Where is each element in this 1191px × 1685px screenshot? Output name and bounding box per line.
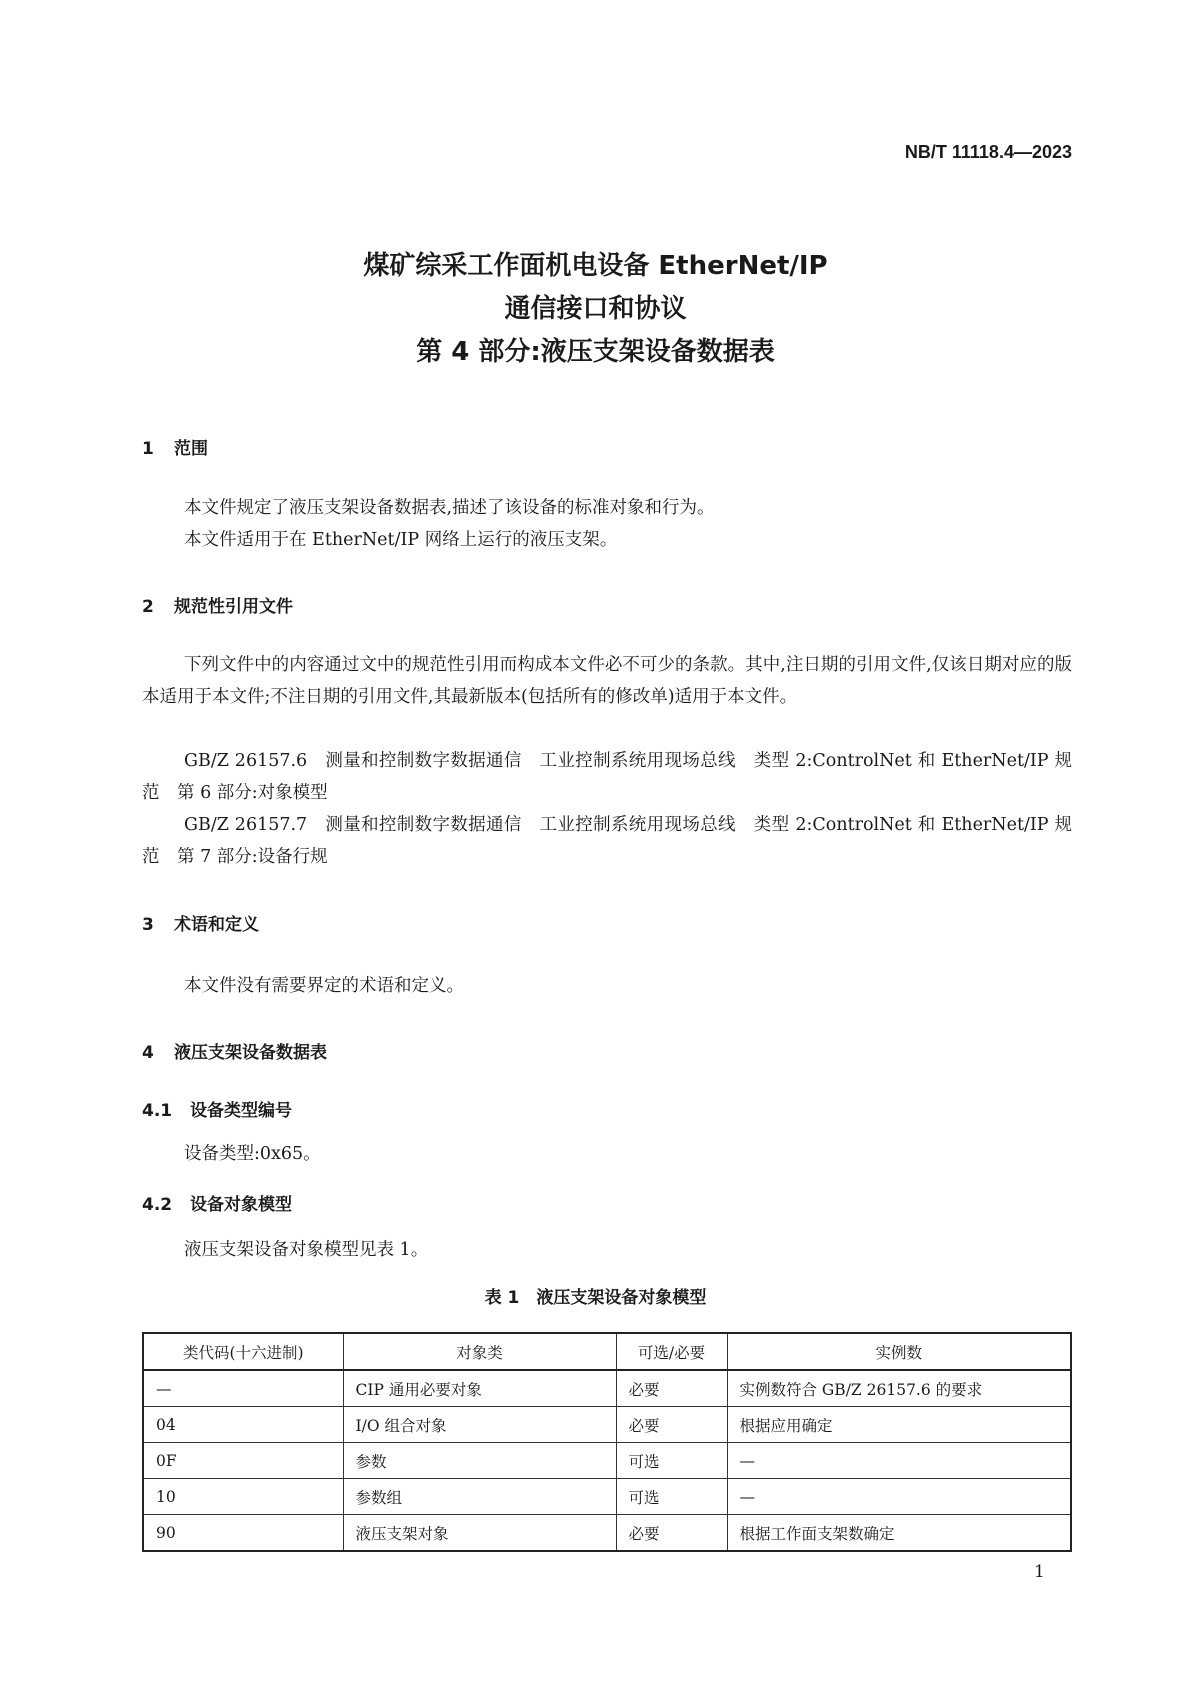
cell: 10: [143, 1479, 343, 1515]
cell: 根据应用确定: [727, 1407, 1071, 1443]
cell: 液压支架对象: [343, 1515, 616, 1552]
section-3-heading: [142, 910, 259, 935]
table-row: [143, 1370, 1071, 1407]
cell: I/O 组合对象: [343, 1407, 616, 1443]
column-header: 类代码(十六进制): [143, 1333, 343, 1370]
table-caption: 表 1 液压支架设备对象模型: [484, 1288, 707, 1308]
title-line-3: 第 4 部分:液压支架设备数据表: [416, 337, 775, 367]
paragraph: 本文件适用于在 EtherNet/IP 网络上运行的液压支架。: [184, 530, 618, 550]
section-number: 2: [142, 597, 154, 617]
paragraph: 液压支架设备对象模型见表 1。: [184, 1240, 429, 1260]
table-header-row: [143, 1333, 1071, 1370]
section-number: 1: [142, 439, 154, 459]
cell: 04: [143, 1407, 343, 1443]
section-title: 液压支架设备数据表: [174, 1043, 327, 1063]
reference-1: GB/Z 26157.6 测量和控制数字数据通信 工业控制系统用现场总线 类型 2:ControlNet 和 EtherNet/IP 规范 第 6 部分:对象模型: [142, 751, 1072, 803]
cell: 可选: [616, 1443, 727, 1479]
cell: 必要: [616, 1515, 727, 1552]
column-header: 对象类: [343, 1333, 616, 1370]
cell: —: [727, 1479, 1071, 1515]
title-line-1: 煤矿综采工作面机电设备 EtherNet/IP: [363, 251, 828, 281]
section-title: 规范性引用文件: [174, 597, 293, 617]
section-number: 3: [142, 915, 154, 935]
section-4-2-heading: [142, 1190, 292, 1215]
cell: 必要: [616, 1370, 727, 1407]
section-4-1-heading: [142, 1096, 292, 1121]
section-2-heading: [142, 592, 293, 617]
section-title: 范围: [174, 439, 208, 459]
cell: 必要: [616, 1407, 727, 1443]
table-row: [143, 1443, 1071, 1479]
paragraph: 本文件没有需要界定的术语和定义。: [184, 976, 464, 996]
section-number: 4: [142, 1043, 154, 1063]
title-line-2: 通信接口和协议: [504, 294, 687, 324]
column-header: 实例数: [727, 1333, 1071, 1370]
reference-2: GB/Z 26157.7 测量和控制数字数据通信 工业控制系统用现场总线 类型 2:ControlNet 和 EtherNet/IP 规范 第 7 部分:设备行规: [142, 815, 1072, 867]
section-title: 设备类型编号: [190, 1101, 292, 1121]
table-row: [143, 1407, 1071, 1443]
section-title: 设备对象模型: [190, 1195, 292, 1215]
section-number: 4.1: [142, 1101, 173, 1121]
section-4-heading: [142, 1038, 327, 1063]
cell: 参数: [343, 1443, 616, 1479]
section-1-heading: [142, 434, 208, 459]
paragraph: 设备类型:0x65。: [184, 1144, 321, 1164]
table-row: [143, 1515, 1071, 1552]
section-title: 术语和定义: [174, 915, 259, 935]
page-number: 1: [1034, 1562, 1045, 1582]
cell: 参数组: [343, 1479, 616, 1515]
section-number: 4.2: [142, 1195, 173, 1215]
cell: —: [143, 1370, 343, 1407]
paragraph: 本文件规定了液压支架设备数据表,描述了该设备的标准对象和行为。: [184, 498, 715, 518]
paragraph: 下列文件中的内容通过文中的规范性引用而构成本文件必不可少的条款。其中,注日期的引用文件,仅该日期对应的版本适用于本文件;不注日期的引用文件,其最新版本(包括所有的修改单)适用于本文件。: [142, 655, 1072, 707]
cell: CIP 通用必要对象: [343, 1370, 616, 1407]
cell: 实例数符合 GB/Z 26157.6 的要求: [727, 1370, 1071, 1407]
table-row: [143, 1479, 1071, 1515]
cell: 90: [143, 1515, 343, 1552]
object-model-table: [142, 1332, 1072, 1552]
column-header: 可选/必要: [616, 1333, 727, 1370]
cell: 根据工作面支架数确定: [727, 1515, 1071, 1552]
cell: 0F: [143, 1443, 343, 1479]
cell: —: [727, 1443, 1071, 1479]
cell: 可选: [616, 1479, 727, 1515]
document-number: NB/T 11118.4—2023: [904, 142, 1072, 162]
